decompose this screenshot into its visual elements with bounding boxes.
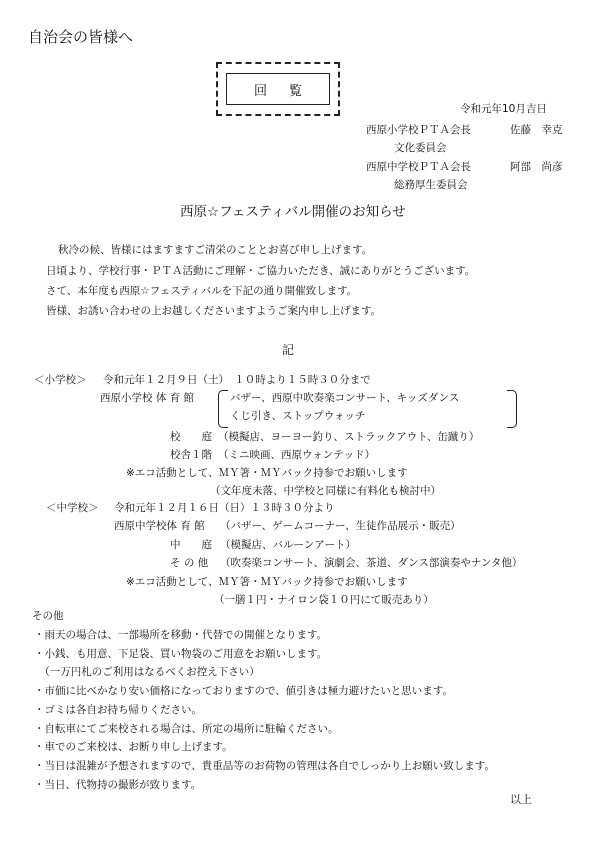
- other-item: ・当日は混雑が予想されますので、貴重品等のお荷物の管理は各自でしっかり上お願い致します。: [34, 760, 495, 772]
- elementary-content-4: （ミニ映画、西原ウォンテッド）: [218, 449, 376, 461]
- bracket-left: [218, 390, 228, 428]
- kairan-stamp: [216, 62, 340, 116]
- body-line-4: 皆様、お誘い合わせの上お越しくださいますようご案内申し上げます。: [46, 305, 382, 317]
- document-title: 西原☆フェスティバル開催のお知らせ: [180, 204, 406, 220]
- other-item: （一万円札のご利用はなるべくお控え下さい）: [34, 666, 260, 678]
- sender-org-4: 総務厚生委員会: [394, 179, 468, 191]
- greeting: 自治会の皆様へ: [28, 28, 134, 46]
- junior-label: ＜中学校＞: [46, 502, 99, 514]
- junior-place-1: 西原中学校体 育 館: [114, 520, 205, 532]
- other-heading: その他: [32, 610, 64, 622]
- junior-note: ※エコ活動として、ＭＹ箸・ＭＹバック持参でお願いします: [126, 576, 408, 588]
- elementary-datetime: 令和元年１２月９日（土） １０時より１５時３０分まで: [103, 374, 371, 386]
- junior-content-3: （吹奏楽コンサート、演劇会、茶道、ダンス部演奏やナンタ他）: [220, 557, 523, 569]
- elementary-label: ＜小学校＞: [34, 374, 87, 386]
- elementary-content-1: バザー、西原中吹奏楽コンサート、キッズダンス: [230, 392, 460, 404]
- sender-name-1: 佐藤 幸克: [510, 124, 563, 136]
- elementary-content-3: （模擬店、ヨーヨー釣り、ストラックアウト、缶蹴り）: [218, 431, 480, 443]
- elementary-note: ※エコ活動として、ＭＹ箸・ＭＹバック持参でお願いします: [126, 467, 408, 479]
- junior-place-3: そ の 他: [170, 557, 209, 569]
- junior-datetime: 令和元年１２月１６日（日）１３時３０分より: [114, 502, 335, 514]
- junior-note-2: （一膳１円・ナイロン袋１０円にて販売あり）: [214, 594, 434, 606]
- sender-org-2: 文化委員会: [394, 142, 447, 154]
- other-item: ・車でのご来校は、お断り申し上げます。: [34, 741, 233, 753]
- other-item: ・当日、代物持の撮影が致ります。: [34, 779, 202, 791]
- other-item: ・小銭、も用意、下足袋、買い物袋のご用意をお願いします。: [34, 648, 328, 660]
- bracket-right: [507, 390, 517, 428]
- other-item: ・市価に比べかなり安い価格になっておりますので、値引きは極力避けたいと思います。: [34, 685, 453, 697]
- elementary-place-4: 校舎１階: [170, 449, 212, 461]
- closing-ijo: 以上: [510, 793, 532, 806]
- other-item: ・自転車にてご来校される場合は、所定の場所に駐輪ください。: [34, 723, 339, 735]
- sender-name-3: 阿部 尚彦: [510, 161, 563, 173]
- junior-content-1: （バザー、ゲームコーナー、生徒作品展示・販売）: [220, 520, 461, 532]
- body-line-3: さて、本年度も西原☆フェスティバルを下記の通り開催致します。: [46, 285, 358, 297]
- elementary-place-3: 校 庭: [170, 431, 212, 443]
- other-item: ・ゴミは各自お持ち帰りください。: [34, 704, 202, 716]
- sender-org-3: 西原中学校ＰＴＡ会長: [366, 161, 471, 173]
- elementary-content-2: くじ引き、ストップウォッチ: [230, 410, 366, 422]
- body-line-2: 日頃より、学校行事・ＰＴＡ活動にご理解・ご協力いただき、誠にありがとうございます。: [46, 265, 476, 277]
- other-item: ・雨天の場合は、一部場所を移動・代替での開催となります。: [34, 629, 328, 641]
- ki-heading: 記: [282, 343, 295, 357]
- date: 令和元年10月吉日: [460, 103, 547, 115]
- junior-content-2: （模擬店、バルーンアート）: [220, 539, 356, 551]
- sender-org-1: 西原小学校ＰＴＡ会長: [366, 124, 471, 136]
- body-line-1: 秋冷の候、皆様にはますますご清栄のこととお喜び申し上げます。: [58, 244, 373, 256]
- elementary-note-2: （文年度未落、中学校と同様に有料化も検討中）: [210, 485, 441, 497]
- kairan-label: 回覧: [226, 73, 330, 105]
- elementary-place-1: 西原小学校 体 育 館: [100, 392, 195, 404]
- junior-place-2: 中 庭: [170, 539, 212, 551]
